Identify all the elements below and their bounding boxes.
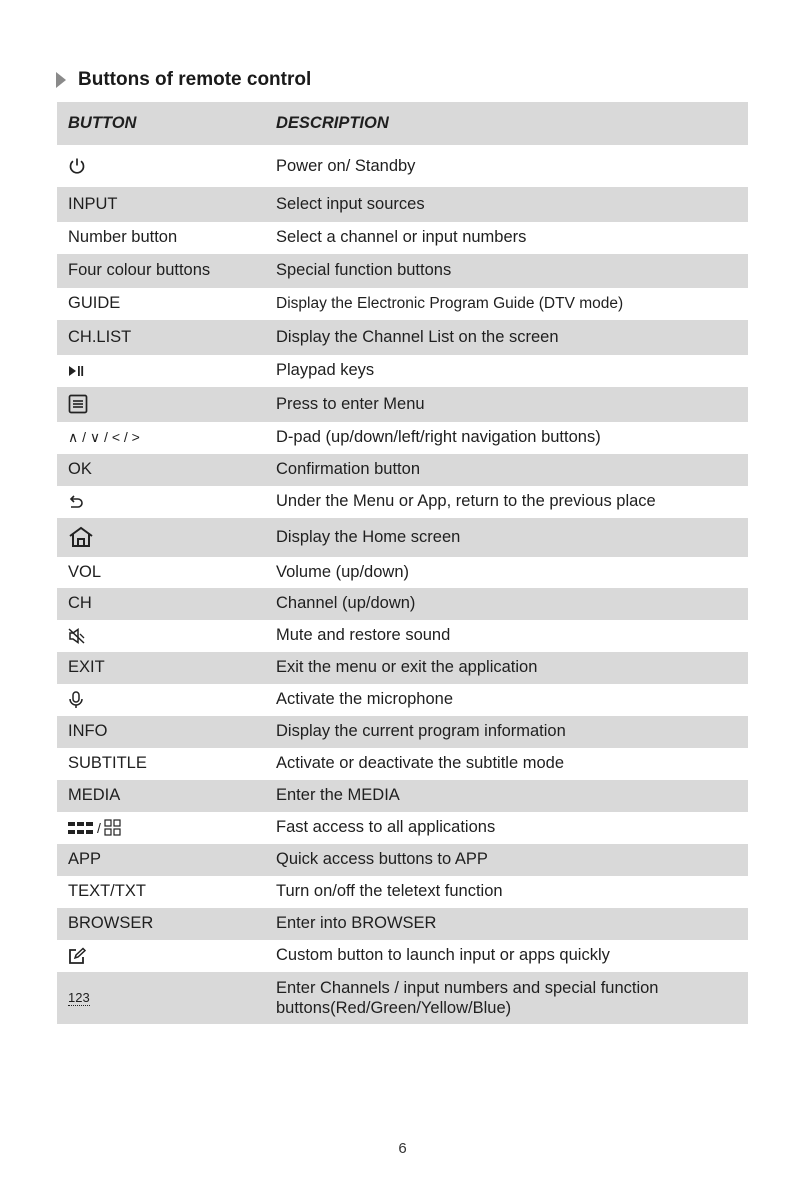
description-cell: Fast access to all applications [276,818,496,836]
button-cell [57,146,276,187]
description-cell: Power on/ Standby [276,156,416,175]
button-cell: GUIDE [68,294,121,312]
table-row [57,454,748,486]
button-cell: CH [68,594,92,612]
description-cell: Channel (up/down) [276,594,416,612]
table-row [57,588,748,620]
description-cell: Select a channel or input numbers [276,228,527,246]
description-cell: Display the Home screen [276,527,461,546]
button-cell: INPUT [68,194,118,213]
button-cell [57,387,276,422]
table-row [57,780,748,812]
button-cell: SUBTITLE [68,754,147,772]
edit-icon [68,947,86,965]
table-row [57,222,748,254]
description-cell: Volume (up/down) [276,562,409,581]
apps-separator: / [97,819,101,836]
table-row [57,716,748,748]
table-row [57,288,748,320]
description-cell: Display the Channel List on the screen [276,327,559,346]
header-button: BUTTON [57,102,276,146]
button-cell [57,355,276,387]
table-row [57,146,748,187]
mute-icon [68,628,86,644]
button-cell: BROWSER [68,914,154,932]
power-icon [68,157,86,175]
section-title: Buttons of remote control [78,69,312,90]
table-row [57,320,748,355]
button-cell [57,940,276,972]
table-row [57,355,748,387]
button-cell: OK [68,460,92,478]
description-cell: Activate the microphone [276,690,454,708]
button-cell [57,972,276,1024]
button-cell [57,620,276,652]
table-row [57,486,748,518]
button-cell: Four colour buttons [68,261,211,279]
table-row [57,940,748,972]
table-row [57,972,748,1024]
description-cell: Quick access buttons to APP [276,850,488,868]
description-cell: Press to enter Menu [276,394,425,413]
description-cell: Special function buttons [276,261,452,279]
description-cell: Custom button to launch input or apps quickly [276,946,610,964]
table-row [57,844,748,876]
menu-icon [68,394,88,414]
description-cell: Enter into BROWSER [276,914,437,932]
description-cell: Select input sources [276,194,425,213]
button-cell: ∧ / ∨ / < / > [68,429,140,445]
description-cell: Enter Channels / input numbers and special function buttons(Red/Green/Yellow/Blue) [276,978,659,1017]
header-description: DESCRIPTION [276,102,748,146]
section-heading [56,66,311,94]
button-cell [57,518,276,557]
description-cell: Display the current program information [276,722,566,740]
button-cell: VOL [68,562,102,581]
table-row [57,518,748,557]
arrow-right-icon [56,72,66,88]
table-header-row [57,102,748,146]
table-row [57,876,748,908]
description-cell: Confirmation button [276,460,420,478]
table-row [57,684,748,716]
back-icon [68,495,84,509]
table-row [57,422,748,454]
button-cell: MEDIA [68,786,121,804]
button-cell: INFO [68,722,108,740]
apps-grid-icon [68,819,122,837]
table-row [57,254,748,288]
description-cell: D-pad (up/down/left/right navigation buttons) [276,428,601,446]
table-row [57,908,748,940]
description-cell: Playpad keys [276,361,375,379]
button-cell [57,812,276,844]
microphone-icon [68,691,84,709]
table-row [57,620,748,652]
button-cell: EXIT [68,658,105,676]
button-cell [57,684,276,716]
table-row [57,748,748,780]
button-cell: TEXT/TXT [68,882,146,900]
button-cell: Number button [68,228,178,246]
table-row [57,387,748,422]
description-cell: Enter the MEDIA [276,786,400,804]
table-row [57,652,748,684]
page-number: 6 [398,1140,407,1157]
description-cell: Turn on/off the teletext function [276,882,503,900]
table-row [57,812,748,844]
button-cell: APP [68,850,102,868]
button-cell: CH.LIST [68,327,132,346]
remote-buttons-table [57,102,748,1024]
table-row [57,187,748,222]
description-cell: Display the Electronic Program Guide (DTV mode) [276,294,624,312]
description-cell: Exit the menu or exit the application [276,658,538,676]
numbers-icon: 123 [68,990,90,1005]
description-cell: Mute and restore sound [276,626,451,644]
button-cell [57,486,276,518]
description-cell: Activate or deactivate the subtitle mode [276,754,564,772]
play-pause-icon [68,365,84,377]
table-row [57,557,748,588]
home-icon [68,526,94,548]
description-cell: Under the Menu or App, return to the previous place [276,492,656,510]
